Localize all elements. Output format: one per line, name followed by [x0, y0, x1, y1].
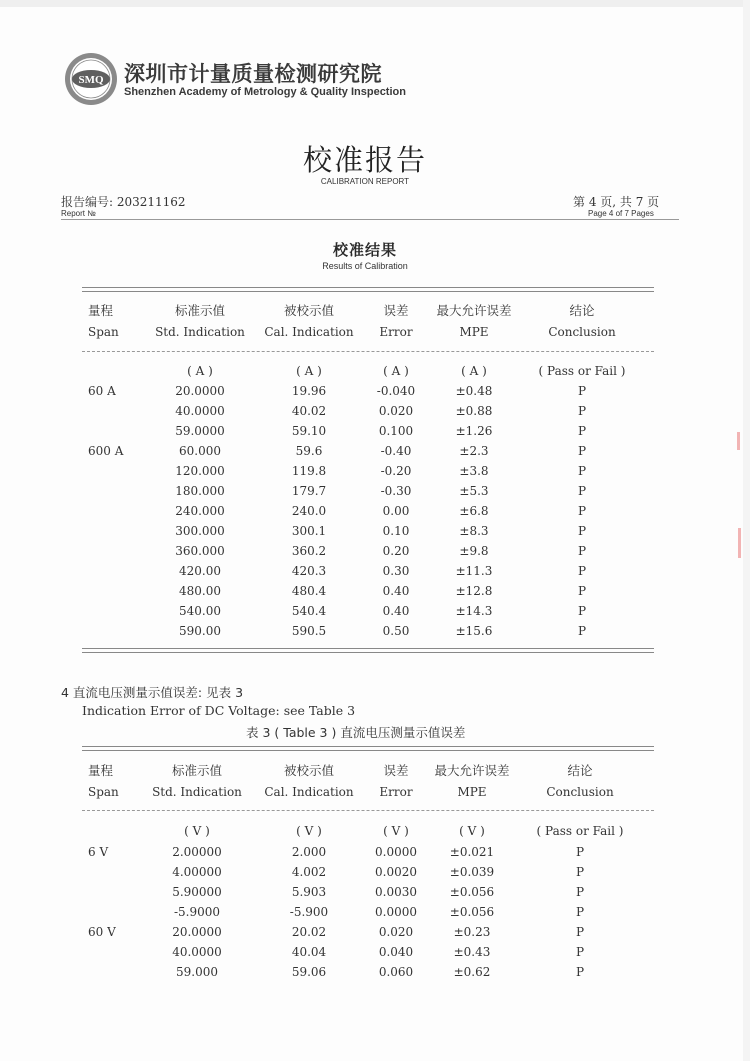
- current-unit-cell: ( A ): [296, 364, 322, 378]
- voltage-cell-error: 0.0030: [375, 885, 417, 899]
- current-cell-mpe: ±12.8: [455, 584, 493, 598]
- voltage-cell-conclusion: P: [575, 905, 585, 919]
- voltage-cell-cal-indication: 5.903: [291, 885, 327, 899]
- current-cell-mpe: ±14.3: [455, 604, 493, 618]
- page-indicator-cn: 第 4 页, 共 7 页: [573, 195, 660, 209]
- current-header-error-en: Error: [379, 325, 413, 339]
- current-cell-cal-indication: 420.3: [291, 564, 327, 578]
- page-indicator-en: Page 4 of 7 Pages: [588, 209, 654, 218]
- current-cell-std-indication: 20.0000: [175, 384, 225, 398]
- current-cell-conclusion: P: [577, 564, 587, 578]
- voltage-unit-cell: ( V ): [296, 824, 322, 838]
- current-header-std-indication-cn: 标准示值: [174, 303, 225, 318]
- voltage-cell-error: 0.0000: [375, 905, 417, 919]
- voltage-header-conclusion-cn: 结论: [567, 763, 593, 778]
- current-cell-cal-indication: 119.8: [291, 464, 327, 478]
- voltage-cell-conclusion: P: [575, 885, 585, 899]
- voltage-cell-std-indication: 4.00000: [172, 865, 222, 879]
- voltage-cell-span: 6 V: [88, 845, 109, 859]
- current-header-cal-indication-cn: 被校示值: [283, 303, 334, 318]
- current-cell-error: 0.40: [382, 604, 410, 618]
- current-cell-span: 600 A: [88, 444, 124, 458]
- current-cell-cal-indication: 590.5: [291, 624, 327, 638]
- current-cell-mpe: ±11.3: [455, 564, 493, 578]
- current-cell-std-indication: 300.000: [175, 524, 225, 538]
- voltage-cell-std-indication: 5.90000: [172, 885, 222, 899]
- voltage-cell-cal-indication: 20.02: [291, 925, 327, 939]
- current-cell-conclusion: P: [577, 384, 587, 398]
- voltage-cell-std-indication: 20.0000: [172, 925, 222, 939]
- current-cell-std-indication: 420.00: [179, 564, 221, 578]
- current-cell-cal-indication: 40.02: [291, 404, 327, 418]
- current-cell-error: 0.50: [382, 624, 410, 638]
- current-header-cal-indication-en: Cal. Indication: [264, 325, 354, 339]
- paper-top-edge: [0, 0, 750, 7]
- voltage-cell-mpe: ±0.43: [453, 945, 491, 959]
- current-cell-std-indication: 60.000: [179, 444, 221, 458]
- current-cell-error: 0.30: [382, 564, 410, 578]
- voltage-header-cal-indication-cn: 被校示值: [283, 763, 334, 778]
- voltage-cell-std-indication: -5.9000: [173, 905, 221, 919]
- voltage-cell-std-indication: 59.000: [176, 965, 218, 979]
- current-cell-std-indication: 240.000: [175, 504, 225, 518]
- report-title-cn: 校准报告: [302, 143, 427, 177]
- current-cell-conclusion: P: [577, 404, 587, 418]
- current-cell-conclusion: P: [577, 424, 587, 438]
- current-cell-mpe: ±15.6: [455, 624, 493, 638]
- voltage-header-span-en: Span: [88, 785, 119, 799]
- current-header-span-en: Span: [88, 325, 119, 339]
- current-cell-std-indication: 180.000: [175, 484, 225, 498]
- current-cell-conclusion: P: [577, 584, 587, 598]
- current-cell-error: 0.020: [378, 404, 414, 418]
- current-cell-conclusion: P: [577, 504, 587, 518]
- current-cell-cal-indication: 300.1: [291, 524, 327, 538]
- voltage-unit-cell: ( V ): [383, 824, 409, 838]
- voltage-header-mpe-cn: 最大允许误差: [434, 763, 510, 778]
- results-heading-cn: 校准结果: [332, 241, 397, 259]
- voltage-cell-cal-indication: 4.002: [291, 865, 327, 879]
- voltage-unit-cell: ( Pass or Fail ): [536, 824, 624, 838]
- voltage-cell-mpe: ±0.039: [449, 865, 495, 879]
- voltage-cell-error: 0.0020: [375, 865, 417, 879]
- voltage-cell-error: 0.0000: [375, 845, 417, 859]
- current-cell-error: 0.20: [382, 544, 410, 558]
- voltage-unit-cell: ( V ): [459, 824, 485, 838]
- section4-title-en: Indication Error of DC Voltage: see Table 3: [82, 703, 356, 718]
- current-header-std-indication-en: Std. Indication: [155, 325, 245, 339]
- current-cell-cal-indication: 59.10: [291, 424, 327, 438]
- current-unit-cell: ( A ): [383, 364, 409, 378]
- current-cell-std-indication: 360.000: [175, 544, 225, 558]
- voltage-cell-cal-indication: 59.06: [291, 965, 327, 979]
- voltage-header-span-cn: 量程: [88, 763, 114, 778]
- voltage-cell-mpe: ±0.056: [449, 905, 495, 919]
- report-number-label-en: Report №: [61, 209, 96, 218]
- current-cell-std-indication: 480.00: [179, 584, 221, 598]
- current-cell-mpe: ±0.88: [455, 404, 493, 418]
- smq-logo-icon: [64, 52, 118, 106]
- current-cell-mpe: ±5.3: [459, 484, 489, 498]
- current-cell-mpe: ±1.26: [455, 424, 493, 438]
- logo-text: SMQ: [78, 74, 104, 86]
- voltage-cell-cal-indication: -5.900: [289, 905, 329, 919]
- table-voltage-top-rule: [82, 746, 654, 751]
- voltage-cell-conclusion: P: [575, 945, 585, 959]
- current-cell-error: 0.10: [382, 524, 410, 538]
- voltage-cell-mpe: ±0.021: [449, 845, 495, 859]
- voltage-cell-error: 0.020: [378, 925, 414, 939]
- voltage-cell-error: 0.060: [378, 965, 414, 979]
- voltage-cell-conclusion: P: [575, 845, 585, 859]
- current-unit-cell: ( A ): [461, 364, 487, 378]
- current-cell-std-indication: 590.00: [179, 624, 221, 638]
- voltage-header-std-indication-en: Std. Indication: [152, 785, 242, 799]
- current-cell-mpe: ±0.48: [455, 384, 493, 398]
- current-unit-cell: ( A ): [187, 364, 213, 378]
- voltage-cell-std-indication: 40.0000: [172, 945, 222, 959]
- current-cell-cal-indication: 540.4: [291, 604, 327, 618]
- current-cell-error: -0.30: [380, 484, 412, 498]
- voltage-cell-mpe: ±0.62: [453, 965, 491, 979]
- report-title-en: CALIBRATION REPORT: [320, 177, 410, 186]
- current-cell-conclusion: P: [577, 544, 587, 558]
- paper-right-edge: [743, 0, 750, 1061]
- voltage-header-error-cn: 误差: [383, 763, 409, 778]
- current-cell-cal-indication: 240.0: [291, 504, 327, 518]
- voltage-unit-cell: ( V ): [184, 824, 210, 838]
- current-header-conclusion-en: Conclusion: [548, 325, 616, 339]
- org-name-cn: 深圳市计量质量检测研究院: [124, 62, 382, 86]
- current-cell-conclusion: P: [577, 604, 587, 618]
- current-unit-cell: ( Pass or Fail ): [538, 364, 626, 378]
- current-cell-error: -0.40: [380, 444, 412, 458]
- current-cell-error: 0.00: [382, 504, 410, 518]
- current-cell-conclusion: P: [577, 484, 587, 498]
- table-voltage-header-rule: [82, 810, 654, 811]
- current-header-error-cn: 误差: [383, 303, 409, 318]
- current-cell-error: -0.040: [376, 384, 416, 398]
- voltage-cell-span: 60 V: [88, 925, 116, 939]
- current-cell-mpe: ±9.8: [459, 544, 489, 558]
- results-heading-en: Results of Calibration: [322, 261, 408, 271]
- current-cell-span: 60 A: [88, 384, 116, 398]
- current-cell-mpe: ±6.8: [459, 504, 489, 518]
- section4-title-cn: 4 直流电压测量示值误差: 见表 3: [61, 685, 244, 700]
- current-cell-mpe: ±3.8: [459, 464, 489, 478]
- current-cell-error: 0.40: [382, 584, 410, 598]
- voltage-header-error-en: Error: [379, 785, 413, 799]
- report-number: 报告编号: 203211162: [61, 195, 186, 209]
- voltage-cell-conclusion: P: [575, 925, 585, 939]
- current-cell-conclusion: P: [577, 624, 587, 638]
- voltage-cell-conclusion: P: [575, 965, 585, 979]
- org-name-en: Shenzhen Academy of Metrology & Quality Inspection: [124, 86, 406, 98]
- current-header-mpe-en: MPE: [459, 325, 489, 339]
- current-cell-error: 0.100: [378, 424, 414, 438]
- current-cell-std-indication: 40.0000: [175, 404, 225, 418]
- voltage-cell-mpe: ±0.056: [449, 885, 495, 899]
- current-cell-std-indication: 59.0000: [175, 424, 225, 438]
- voltage-header-cal-indication-en: Cal. Indication: [264, 785, 354, 799]
- voltage-cell-cal-indication: 40.04: [291, 945, 327, 959]
- red-mark: [737, 432, 740, 450]
- red-mark: [738, 528, 741, 558]
- current-cell-std-indication: 540.00: [179, 604, 221, 618]
- table-current-header-rule: [82, 351, 654, 352]
- voltage-cell-std-indication: 2.00000: [172, 845, 222, 859]
- current-header-span-cn: 量程: [88, 303, 114, 318]
- table-current-top-rule: [82, 287, 654, 292]
- current-cell-cal-indication: 59.6: [295, 444, 323, 458]
- current-cell-conclusion: P: [577, 444, 587, 458]
- voltage-cell-conclusion: P: [575, 865, 585, 879]
- table-current-bottom-rule: [82, 648, 654, 653]
- voltage-header-mpe-en: MPE: [457, 785, 487, 799]
- current-cell-std-indication: 120.000: [175, 464, 225, 478]
- current-cell-cal-indication: 480.4: [291, 584, 327, 598]
- current-cell-mpe: ±2.3: [459, 444, 489, 458]
- current-cell-mpe: ±8.3: [459, 524, 489, 538]
- header-divider: [61, 219, 679, 220]
- voltage-header-std-indication-cn: 标准示值: [171, 763, 222, 778]
- voltage-cell-cal-indication: 2.000: [291, 845, 327, 859]
- voltage-cell-error: 0.040: [378, 945, 414, 959]
- voltage-header-conclusion-en: Conclusion: [546, 785, 614, 799]
- current-header-mpe-cn: 最大允许误差: [436, 303, 512, 318]
- current-cell-error: -0.20: [380, 464, 412, 478]
- voltage-cell-mpe: ±0.23: [453, 925, 491, 939]
- current-cell-conclusion: P: [577, 464, 587, 478]
- current-header-conclusion-cn: 结论: [569, 303, 595, 318]
- current-cell-conclusion: P: [577, 524, 587, 538]
- table3-caption: 表 3 ( Table 3 ) 直流电压测量示值误差: [246, 725, 466, 740]
- current-cell-cal-indication: 360.2: [291, 544, 327, 558]
- current-cell-cal-indication: 179.7: [291, 484, 327, 498]
- current-cell-cal-indication: 19.96: [291, 384, 327, 398]
